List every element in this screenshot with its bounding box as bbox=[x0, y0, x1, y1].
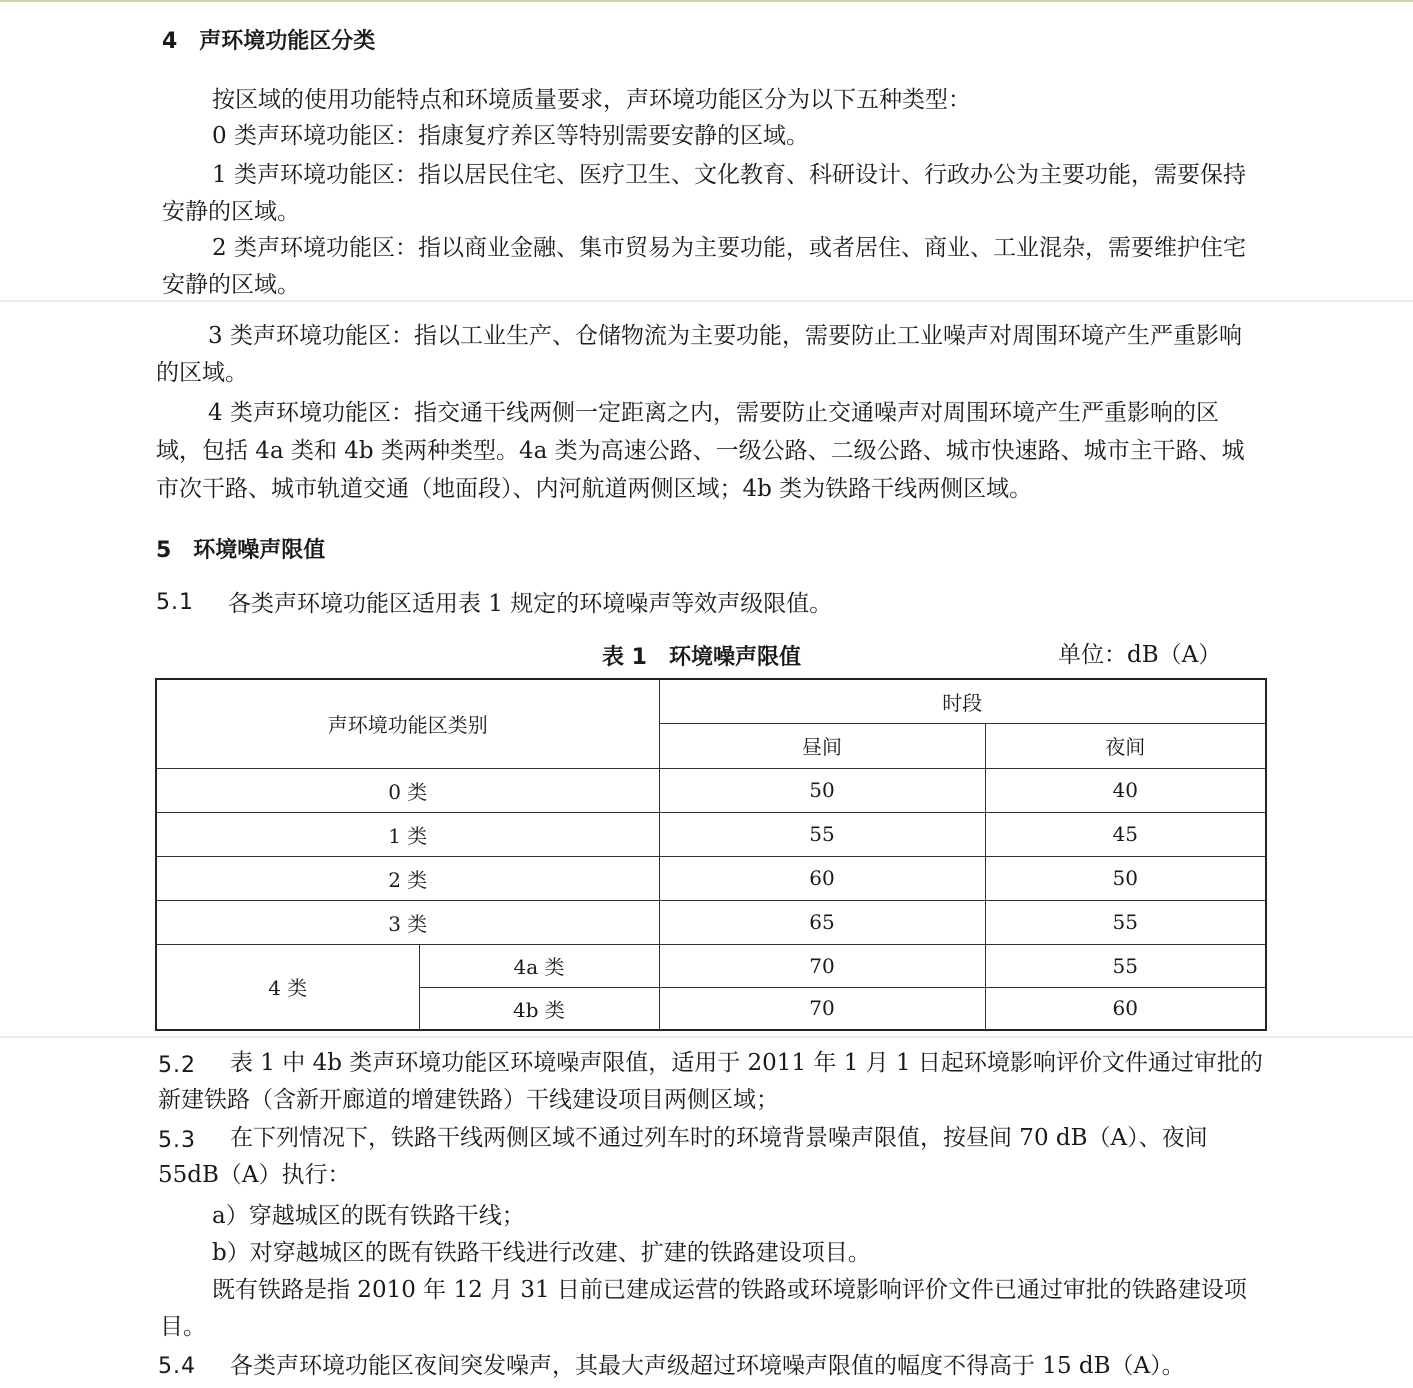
class-2-definition: 2 类声环境功能区：指以商业金融、集市贸易为主要功能，或者居住、商业、工业混杂，需要维护住宅安静的区域。 bbox=[162, 235, 1246, 298]
table-row bbox=[156, 812, 1266, 856]
class-3-definition: 3 类声环境功能区：指以工业生产、仓储物流为主要功能，需要防止工业噪声对周围环境产生严重影响的区域。 bbox=[156, 323, 1242, 386]
row-category: 0 类 bbox=[156, 768, 659, 812]
clause-5-2-number: 5.2 bbox=[158, 1053, 196, 1078]
clause-5-3-note: 既有铁路是指 2010 年 12 月 31 日前已建成运营的铁路或环境影响评价文件已通过审批的铁路建设项目。 bbox=[160, 1277, 1247, 1340]
header-day: 昼间 bbox=[659, 723, 985, 768]
row-day-value: 70 bbox=[659, 944, 985, 987]
clause-5-2-text: 表 1 中 4b 类声环境功能区环境噪声限值，适用于 2011 年 1 月 1 日起环境影响评价文件通过审批的新建铁路（含新开廊道的增建铁路）干线建设项目两侧区域； bbox=[158, 1050, 1263, 1113]
table-row bbox=[156, 944, 1266, 987]
table-caption: 表 1 环境噪声限值 bbox=[602, 645, 801, 670]
clause-5-3-text: 在下列情况下，铁路干线两侧区域不通过列车时的环境背景噪声限值，按昼间 70 dB（A）、夜间 55dB（A）执行： bbox=[158, 1125, 1208, 1188]
row-day-value: 50 bbox=[659, 768, 985, 812]
table-row bbox=[156, 900, 1266, 944]
row-category: 2 类 bbox=[156, 856, 659, 900]
clause-5-1-number: 5.1 bbox=[156, 590, 194, 615]
table-row bbox=[156, 856, 1266, 900]
class-4-definition: 4 类声环境功能区：指交通干线两侧一定距离之内，需要防止交通噪声对周围环境产生严重影响的区域，包括 4a 类和 4b 类两种类型。4a 类为高速公路、一级公路、二级公路、城市快速路、城市主干路、城市次干路、城市轨道交通（地面段）、内河航道两侧区域；4b 类为铁路干线两侧区域。 bbox=[156, 400, 1245, 502]
row-category: 3 类 bbox=[156, 900, 659, 944]
clause-5-4-number: 5.4 bbox=[158, 1354, 196, 1379]
header-period: 时段 bbox=[659, 679, 1266, 723]
clause-5-3-item-a: a）穿越城区的既有铁路干线； bbox=[212, 1203, 525, 1229]
table-row bbox=[156, 768, 1266, 812]
page-seam bbox=[0, 300, 1413, 302]
row-night-value: 50 bbox=[985, 856, 1266, 900]
page-seam bbox=[0, 1036, 1413, 1038]
page-top-border bbox=[0, 0, 1413, 2]
clause-5-4-text: 各类声环境功能区夜间突发噪声，其最大声级超过环境噪声限值的幅度不得高于 15 dB（A）。 bbox=[230, 1353, 1185, 1379]
section-5-heading: 5 环境噪声限值 bbox=[156, 538, 326, 563]
header-category: 声环境功能区类别 bbox=[156, 679, 659, 768]
row-subcategory: 4b 类 bbox=[419, 987, 659, 1030]
section-4-heading: 4 声环境功能区分类 bbox=[162, 29, 376, 54]
section-4-intro: 按区域的使用功能特点和环境质量要求，声环境功能区分为以下五种类型： bbox=[212, 87, 971, 113]
clause-5-3-number: 5.3 bbox=[158, 1128, 196, 1153]
class-0-definition: 0 类声环境功能区：指康复疗养区等特别需要安静的区域。 bbox=[212, 123, 809, 149]
row-day-value: 65 bbox=[659, 900, 985, 944]
clause-5-1-text: 各类声环境功能区适用表 1 规定的环境噪声等效声级限值。 bbox=[228, 591, 833, 617]
row-subcategory: 4a 类 bbox=[419, 944, 659, 987]
table-unit: 单位：dB（A） bbox=[1058, 642, 1222, 668]
row-night-value: 55 bbox=[985, 944, 1266, 987]
noise-limit-table bbox=[155, 678, 1267, 1031]
row-category: 1 类 bbox=[156, 812, 659, 856]
row-night-value: 45 bbox=[985, 812, 1266, 856]
clause-5-3-item-b: b）对穿越城区的既有铁路干线进行改建、扩建的铁路建设项目。 bbox=[212, 1240, 871, 1266]
row-night-value: 40 bbox=[985, 768, 1266, 812]
row-night-value: 60 bbox=[985, 987, 1266, 1030]
row-category-group-4: 4 类 bbox=[156, 944, 419, 1030]
row-day-value: 55 bbox=[659, 812, 985, 856]
row-day-value: 60 bbox=[659, 856, 985, 900]
row-day-value: 70 bbox=[659, 987, 985, 1030]
header-night: 夜间 bbox=[985, 723, 1266, 768]
row-night-value: 55 bbox=[985, 900, 1266, 944]
class-1-definition: 1 类声环境功能区：指以居民住宅、医疗卫生、文化教育、科研设计、行政办公为主要功能，需要保持安静的区域。 bbox=[162, 162, 1246, 225]
